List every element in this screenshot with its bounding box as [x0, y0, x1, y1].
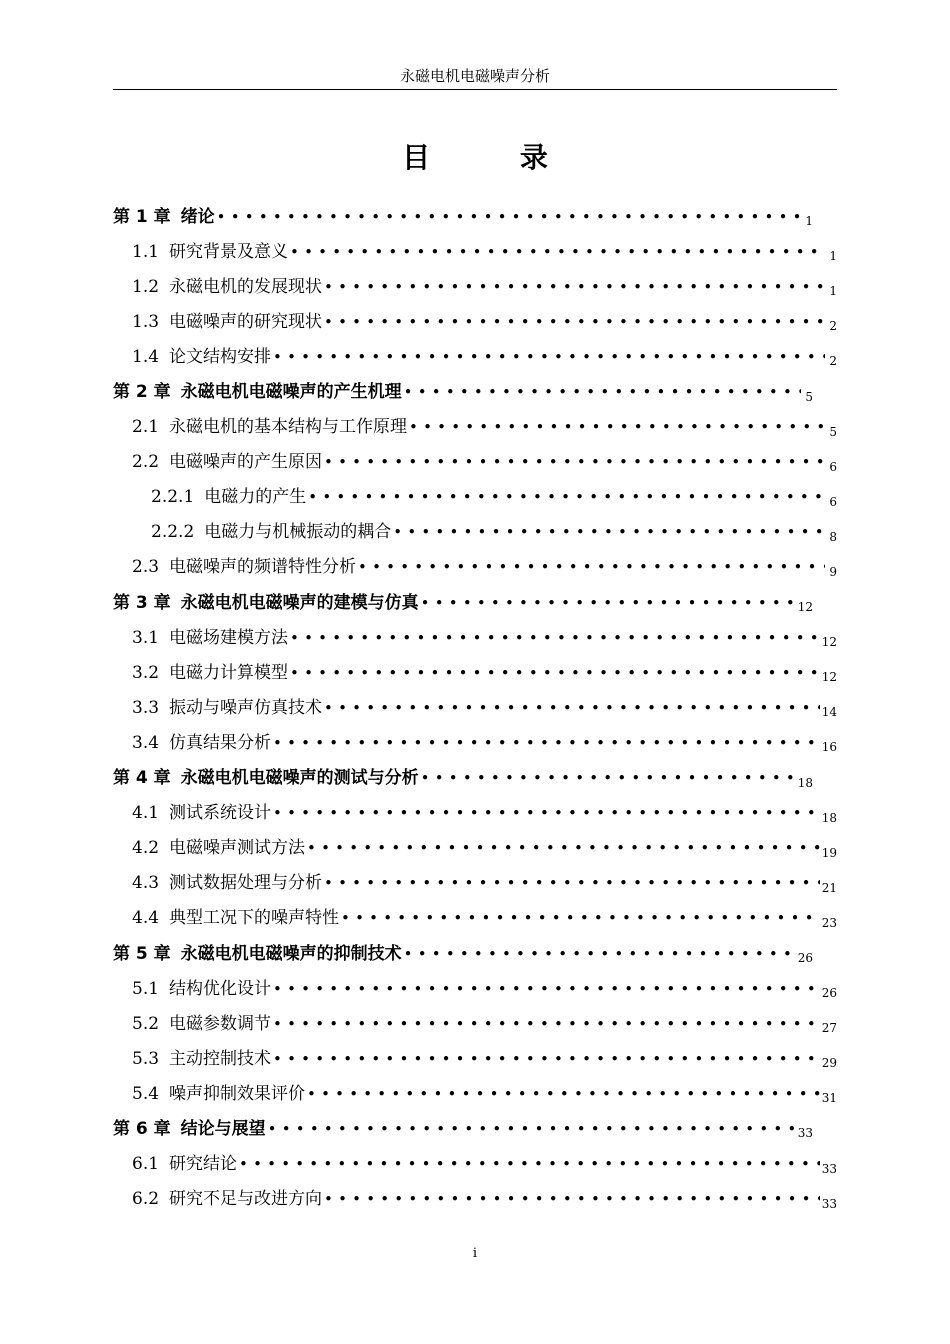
toc-entry-title: 测试系统设计 [169, 803, 272, 824]
toc-entry-label [151, 521, 391, 543]
toc-entry-page: 6 [829, 459, 837, 474]
toc-entry-page: 19 [821, 845, 837, 860]
dot-leader [322, 276, 825, 298]
table-of-contents [113, 199, 837, 1217]
toc-entry-page: 26 [821, 986, 837, 1001]
toc-entry-page: 33 [821, 1196, 837, 1211]
toc-entry[interactable] [113, 374, 837, 409]
toc-entry-page: 1 [829, 249, 837, 264]
toc-entry-title: 永磁电机的发展现状 [169, 276, 323, 297]
toc-entry-title: 永磁电机的基本结构与工作原理 [169, 417, 408, 438]
toc-entry[interactable] [113, 550, 837, 585]
toc-entry-label [132, 1048, 271, 1070]
toc-entry-title: 电磁噪声的产生原因 [169, 452, 323, 473]
toc-entry-number: 第 3 章 [113, 592, 171, 613]
toc-entry-page: 12 [821, 635, 837, 650]
toc-entry-title: 研究不足与改进方向 [169, 1189, 323, 1210]
dot-leader [215, 206, 801, 228]
dot-leader [356, 556, 825, 578]
toc-entry-page: 1 [829, 284, 837, 299]
toc-entry-number: 3.3 [132, 697, 160, 718]
toc-entry-label [132, 451, 322, 473]
toc-entry-page: 33 [797, 1126, 813, 1141]
dot-leader [339, 907, 820, 929]
toc-entry[interactable] [113, 1076, 837, 1111]
dot-leader [322, 1188, 820, 1210]
page-number: i [472, 1246, 478, 1261]
toc-entry-title: 电磁力计算模型 [169, 662, 289, 683]
toc-entry-page: 23 [821, 915, 837, 930]
toc-entry[interactable] [113, 1111, 837, 1146]
toc-entry-title: 永磁电机电磁噪声的建模与仿真 [180, 592, 419, 613]
toc-entry-label [113, 943, 402, 965]
toc-entry[interactable] [113, 761, 837, 796]
toc-entry-title: 电磁力与机械振动的耦合 [204, 522, 392, 543]
toc-entry[interactable] [113, 901, 837, 936]
toc-entry-label [132, 1083, 305, 1105]
toc-entry-label [132, 662, 288, 684]
toc-entry-number: 第 2 章 [113, 382, 171, 403]
dot-leader [288, 662, 820, 684]
toc-entry-title: 永磁电机电磁噪声的抑制技术 [180, 943, 402, 964]
dot-leader [419, 767, 796, 789]
toc-entry[interactable] [113, 1147, 837, 1182]
toc-entry-number: 5.1 [132, 978, 160, 999]
toc-entry-title: 绪论 [180, 206, 215, 227]
toc-entry-label [132, 802, 271, 824]
dot-leader [305, 837, 820, 859]
dot-leader [322, 451, 825, 473]
toc-entry-label [132, 276, 322, 298]
toc-entry-title: 电磁噪声的研究现状 [169, 311, 323, 332]
dot-leader [237, 1153, 820, 1175]
toc-entry-page: 18 [797, 775, 813, 790]
toc-entry[interactable] [113, 269, 837, 304]
toc-entry-page: 29 [821, 1056, 837, 1071]
toc-entry-number: 2.3 [132, 557, 160, 578]
toc-entry-label [151, 486, 306, 508]
toc-entry-number: 1.3 [132, 311, 160, 332]
dot-leader [271, 1013, 820, 1035]
toc-entry-title: 电磁力的产生 [204, 487, 307, 508]
toc-entry-title: 电磁噪声测试方法 [169, 838, 306, 859]
page-footer [0, 1246, 950, 1261]
toc-entry-title: 仿真结果分析 [169, 732, 272, 753]
toc-entry-title: 研究背景及意义 [169, 241, 289, 262]
toc-entry-title: 测试数据处理与分析 [169, 873, 323, 894]
toc-entry-label [113, 381, 402, 403]
toc-entry[interactable] [113, 480, 837, 515]
toc-entry-number: 第 5 章 [113, 943, 171, 964]
toc-entry-number: 1.4 [132, 346, 160, 367]
toc-entry-number: 第 6 章 [113, 1118, 171, 1139]
toc-entry-page: 1 [805, 214, 813, 229]
toc-entry-number: 1.2 [132, 276, 160, 297]
toc-entry-page: 31 [821, 1091, 837, 1106]
toc-entry-number: 第 4 章 [113, 768, 171, 789]
dot-leader [271, 732, 820, 754]
dot-leader [322, 311, 825, 333]
toc-entry-page: 5 [829, 424, 837, 439]
dot-leader [288, 241, 825, 263]
toc-entry-label [132, 907, 339, 929]
toc-entry-title: 电磁噪声的频谱特性分析 [169, 557, 357, 578]
toc-entry[interactable] [113, 936, 837, 971]
dot-leader [271, 346, 825, 368]
toc-entry-number: 5.3 [132, 1048, 160, 1069]
dot-leader [271, 1048, 820, 1070]
toc-entry-number: 3.1 [132, 627, 160, 648]
toc-entry-label [132, 978, 271, 1000]
toc-entry[interactable] [113, 1182, 837, 1217]
toc-entry-number: 4.4 [132, 908, 160, 929]
toc-entry-page: 2 [829, 319, 837, 334]
toc-entry-title: 电磁场建模方法 [169, 627, 289, 648]
toc-entry-number: 2.2.1 [151, 487, 195, 508]
toc-entry-label [132, 311, 322, 333]
toc-entry[interactable] [113, 971, 837, 1006]
dot-leader [402, 381, 801, 403]
toc-entry-title: 主动控制技术 [169, 1048, 272, 1069]
toc-entry-page: 6 [829, 494, 837, 509]
page-title: 目 录 [402, 141, 588, 174]
toc-entry[interactable] [113, 796, 837, 831]
toc-entry-page: 12 [797, 600, 813, 615]
toc-entry-label [132, 1153, 237, 1175]
toc-entry-title: 永磁电机电磁噪声的产生机理 [180, 382, 402, 403]
dot-leader [407, 416, 825, 438]
toc-entry-title: 噪声抑制效果评价 [169, 1083, 306, 1104]
dot-leader [402, 943, 796, 965]
running-header [113, 66, 837, 90]
toc-entry[interactable] [113, 410, 837, 445]
dot-leader [419, 592, 796, 614]
toc-entry-number: 6.1 [132, 1154, 160, 1175]
toc-entry[interactable] [113, 1041, 837, 1076]
toc-entry-number: 3.2 [132, 662, 160, 683]
toc-entry-number: 2.1 [132, 417, 160, 438]
toc-entry-title: 振动与噪声仿真技术 [169, 697, 323, 718]
toc-entry-label [113, 1118, 266, 1140]
toc-entry-page: 16 [821, 740, 837, 755]
dot-leader [391, 521, 825, 543]
toc-entry[interactable] [113, 199, 837, 234]
toc-entry-number: 6.2 [132, 1189, 160, 1210]
toc-entry[interactable] [113, 866, 837, 901]
toc-entry-page: 21 [821, 880, 837, 895]
toc-entry-page: 5 [805, 389, 813, 404]
toc-entry-label [132, 556, 356, 578]
toc-entry-label [132, 837, 305, 859]
toc-entry-number: 1.1 [132, 241, 160, 262]
toc-entry[interactable] [113, 655, 837, 690]
toc-entry-page: 27 [821, 1021, 837, 1036]
dot-leader [322, 697, 820, 719]
toc-entry-number: 4.3 [132, 873, 160, 894]
toc-entry-label [132, 697, 322, 719]
toc-entry-number: 4.1 [132, 803, 160, 824]
dot-leader [271, 802, 820, 824]
toc-entry-label [132, 732, 271, 754]
toc-entry-number: 2.2.2 [151, 522, 195, 543]
toc-entry-page: 9 [829, 564, 837, 579]
toc-entry[interactable] [113, 304, 837, 339]
dot-leader [271, 978, 820, 1000]
toc-entry-label [132, 241, 288, 263]
toc-entry-title: 电磁参数调节 [169, 1013, 272, 1034]
toc-entry-number: 5.2 [132, 1013, 160, 1034]
running-title: 永磁电机电磁噪声分析 [399, 67, 550, 85]
toc-entry-label [113, 206, 215, 228]
toc-entry-number: 5.4 [132, 1083, 160, 1104]
toc-entry[interactable] [113, 690, 837, 725]
toc-entry-label [132, 627, 288, 649]
toc-entry-title: 论文结构安排 [169, 346, 272, 367]
dot-leader [322, 872, 820, 894]
toc-entry[interactable] [113, 515, 837, 550]
dot-leader [305, 1083, 820, 1105]
toc-entry-label [132, 416, 407, 438]
toc-entry[interactable] [113, 620, 837, 655]
toc-entry-page: 26 [797, 951, 813, 966]
toc-entry-title: 永磁电机电磁噪声的测试与分析 [180, 768, 419, 789]
toc-entry-number: 2.2 [132, 452, 160, 473]
toc-entry[interactable] [113, 339, 837, 374]
toc-entry-page: 2 [829, 354, 837, 369]
toc-entry-page: 8 [829, 529, 837, 544]
toc-entry-title: 结论与展望 [180, 1118, 266, 1139]
toc-entry-page: 33 [821, 1161, 837, 1176]
toc-entry-title: 研究结论 [169, 1154, 238, 1175]
toc-entry-number: 第 1 章 [113, 206, 171, 227]
toc-entry-number: 3.4 [132, 732, 160, 753]
toc-entry-title: 结构优化设计 [169, 978, 272, 999]
toc-entry-page: 12 [821, 670, 837, 685]
toc-entry-label [113, 767, 419, 789]
toc-entry-label [132, 346, 271, 368]
toc-entry[interactable] [113, 725, 837, 760]
toc-entry[interactable] [113, 1006, 837, 1041]
toc-entry-label [113, 592, 419, 614]
toc-entry[interactable] [113, 831, 837, 866]
toc-entry[interactable] [113, 585, 837, 620]
toc-entry-page: 14 [821, 705, 837, 720]
dot-leader [306, 486, 825, 508]
toc-entry-title: 典型工况下的噪声特性 [169, 908, 340, 929]
toc-entry-label [132, 1013, 271, 1035]
toc-entry-label [132, 872, 322, 894]
toc-entry[interactable] [113, 445, 837, 480]
toc-entry-page: 18 [821, 810, 837, 825]
dot-leader [266, 1118, 796, 1140]
dot-leader [288, 627, 820, 649]
toc-entry-number: 4.2 [132, 838, 160, 859]
toc-entry[interactable] [113, 234, 837, 269]
toc-entry-label [132, 1188, 322, 1210]
